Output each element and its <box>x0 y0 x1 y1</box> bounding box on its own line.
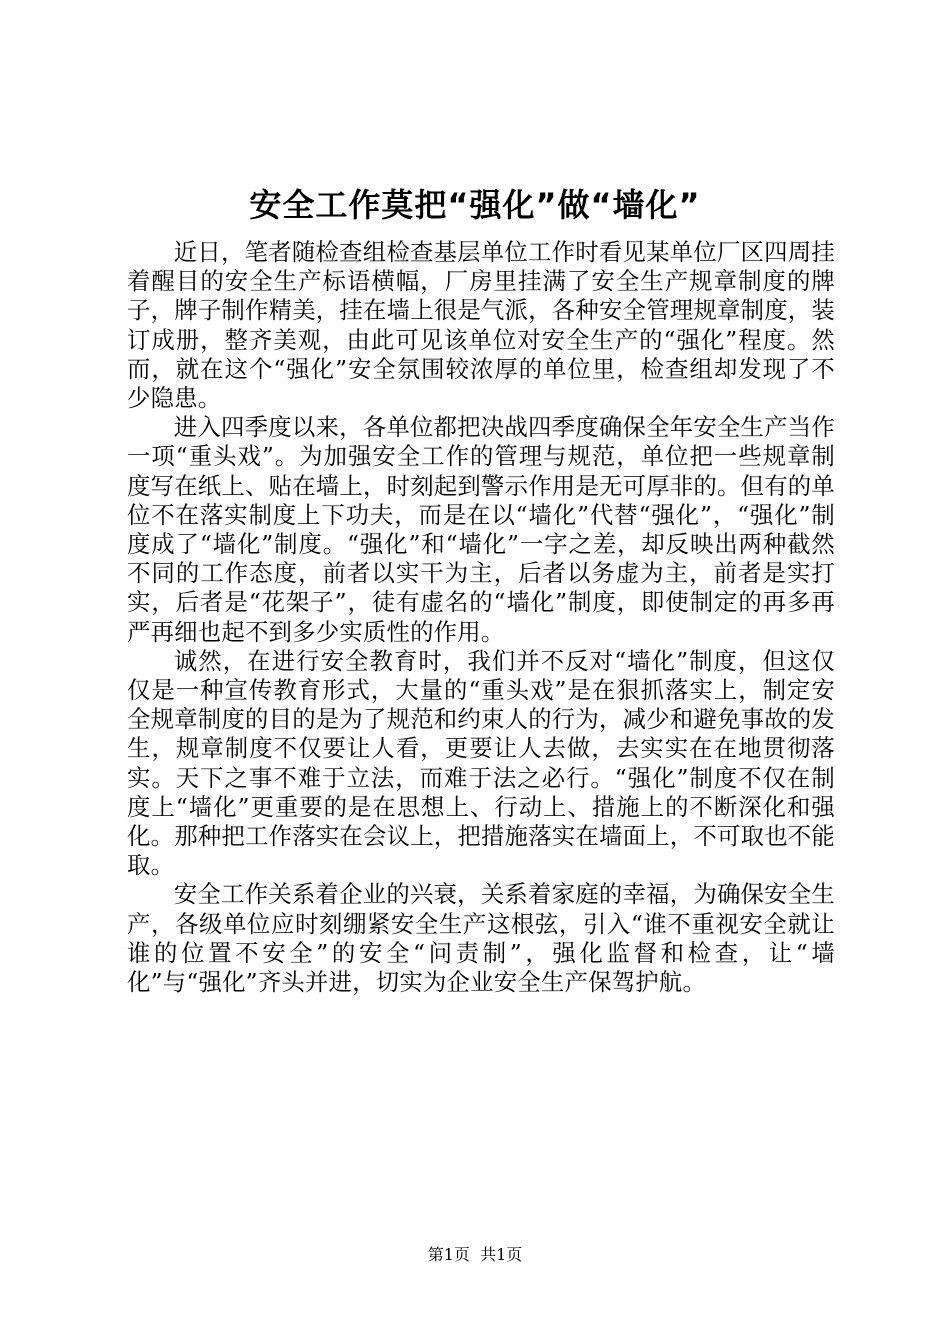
page-number: 第1页 <box>427 1245 470 1264</box>
document-body <box>127 238 835 997</box>
paragraph-3: 诚然，在进行安全教育时，我们并不反对“墙化”制度，但这仅仅是一种宣传教育形式，大量的“重头戏”是在狠抓落实上，制定安全规章制度的目的是为了规范和约束人的行为，减少和避免事故的发生，规章制度不仅要让人看，更要让人去做，去实实在在地贯彻落实。天下之事不难于立法，而难于法之必行。“强化”制度不仅在制度上“墙化”更重要的是在思想上、行动上、措施上的不断深化和强化。那种把工作落实在会议上，把措施落实在墙面上，不可取也不能取。 <box>127 646 835 880</box>
page-footer <box>0 1244 950 1266</box>
document-title: 安全工作莫把“强化”做“墙化” <box>249 186 701 224</box>
footer-spacer <box>470 1245 480 1264</box>
paragraph-2: 进入四季度以来，各单位都把决战四季度确保全年安全生产当作一项“重头戏”。为加强安全工作的管理与规范，单位把一些规章制度写在纸上、贴在墙上，时刻起到警示作用是无可厚非的。但有的单位不在落实制度上下功夫，而是在以“墙化”代替“强化”，“强化”制度成了“墙化”制度。“强化”和“墙化”一字之差，却反映出两种截然不同的工作态度，前者以实干为主，后者以务虚为主，前者是实打实，后者是“花架子”，徒有虚名的“墙化”制度，即使制定的再多再严再细也起不到多少实质性的作用。 <box>127 413 835 646</box>
page-total: 共1页 <box>480 1245 523 1264</box>
paragraph-4: 安全工作关系着企业的兴衰，关系着家庭的幸福，为确保安全生产，各级单位应时刻绷紧安全生产这根弦，引入“谁不重视安全就让谁的位置不安全”的安全“问责制”，强化监督和检查，让“墙化”与“强化”齐头并进，切实为企业安全生产保驾护航。 <box>127 880 835 997</box>
paragraph-1: 近日，笔者随检查组检查基层单位工作时看见某单位厂区四周挂着醒目的安全生产标语横幅，厂房里挂满了安全生产规章制度的牌子，牌子制作精美，挂在墙上很是气派，各种安全管理规章制度，装订成册，整齐美观，由此可见该单位对安全生产的“强化”程度。然而，就在这个“强化”安全氛围较浓厚的单位里，检查组却发现了不少隐患。 <box>127 238 835 413</box>
